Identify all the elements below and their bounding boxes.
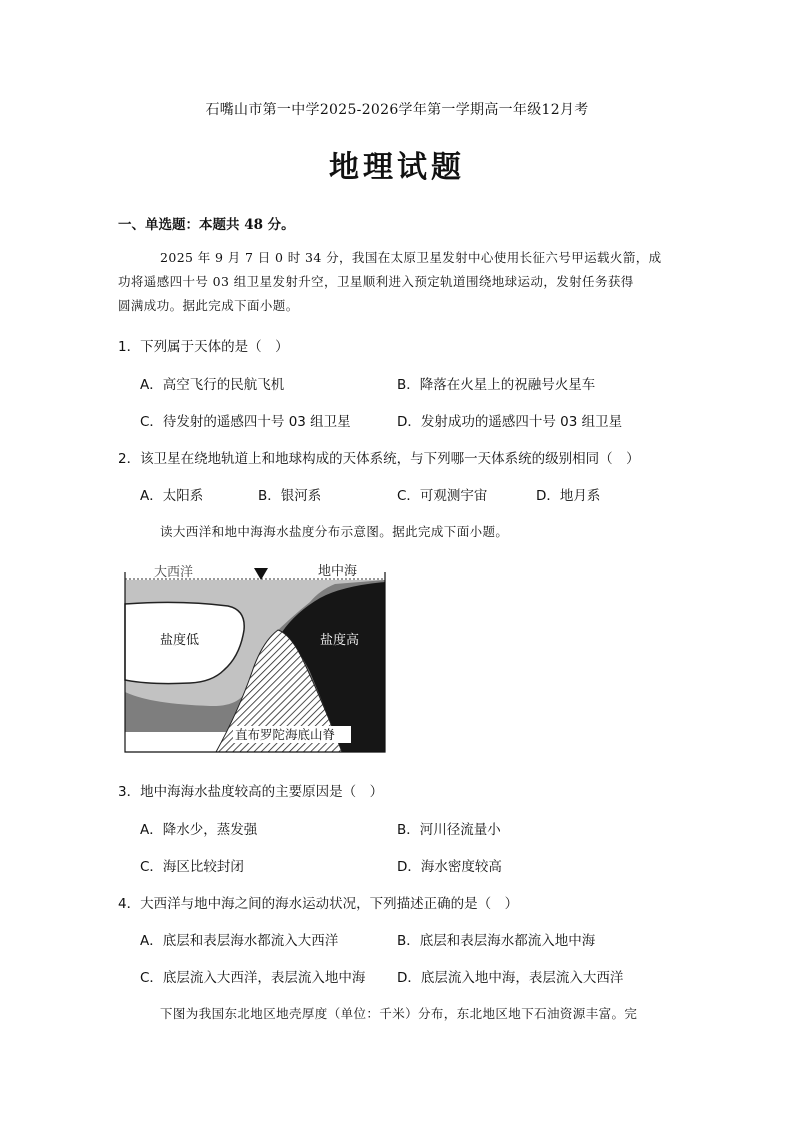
section-heading: 一、单选题：本题共 48 分。 bbox=[118, 217, 295, 233]
next-figure-lead-text: 下图为我国东北地区地壳厚度（单位：千米）分布，东北地区地下石油资源丰富。完 bbox=[160, 1006, 638, 1021]
question-1-option-d[interactable]: D．发射成功的遥感四十号 03 组卫星 bbox=[397, 414, 623, 430]
question-3-option-c[interactable]: C．海区比较封闭 bbox=[140, 859, 244, 875]
intro-line: 圆满成功。据此完成下面小题。 bbox=[118, 298, 299, 313]
figure-lead-text: 读大西洋和地中海海水盐度分布示意图。据此完成下面小题。 bbox=[160, 524, 509, 539]
label-gibraltar-ridge: 直布罗陀海底山脊 bbox=[235, 727, 336, 742]
page-title: 地理试题 bbox=[329, 150, 465, 185]
intro-paragraph bbox=[118, 246, 678, 318]
question-2-option-a[interactable]: A．太阳系 bbox=[140, 488, 204, 504]
label-mediterranean: 地中海 bbox=[318, 564, 358, 579]
question-3-option-b[interactable]: B．河川径流量小 bbox=[397, 822, 501, 838]
label-atlantic: 大西洋 bbox=[154, 565, 194, 580]
question-3-option-a[interactable]: A．降水少，蒸发强 bbox=[140, 822, 258, 838]
question-4-option-c[interactable]: C．底层流入大西洋，表层流入地中海 bbox=[140, 970, 366, 986]
label-low-salinity: 盐度低 bbox=[160, 633, 200, 648]
question-2-option-d[interactable]: D．地月系 bbox=[536, 488, 601, 504]
bottom-low-salinity-strip bbox=[125, 732, 230, 752]
question-4-option-a[interactable]: A．底层和表层海水都流入大西洋 bbox=[140, 933, 339, 949]
question-3-stem: 3．地中海海水盐度较高的主要原因是（ ） bbox=[118, 784, 384, 800]
question-2-option-c[interactable]: C．可观测宇宙 bbox=[397, 488, 488, 504]
question-1-option-a[interactable]: A．高空飞行的民航飞机 bbox=[140, 377, 285, 393]
question-4-stem: 4．大西洋与地中海之间的海水运动状况，下列描述正确的是（ ） bbox=[118, 896, 519, 912]
school-exam-line: 石嘴山市第一中学2025-2026学年第一学期高一年级12月考 bbox=[205, 102, 589, 118]
question-1-option-c[interactable]: C．待发射的遥感四十号 03 组卫星 bbox=[140, 414, 351, 430]
question-2-stem: 2．该卫星在绕地轨道上和地球构成的天体系统，与下列哪一天体系统的级别相同（ ） bbox=[118, 451, 640, 467]
question-4-option-b[interactable]: B．底层和表层海水都流入地中海 bbox=[397, 933, 596, 949]
question-1-stem: 1．下列属于天体的是（ ） bbox=[118, 339, 289, 355]
intro-line: 2025 年 9 月 7 日 0 时 34 分，我国在太原卫星发射中心使用长征六号甲运载火箭，成 bbox=[160, 250, 662, 265]
question-1-option-b[interactable]: B．降落在火星上的祝融号火星车 bbox=[397, 377, 596, 393]
label-high-salinity: 盐度高 bbox=[320, 633, 360, 648]
question-2-option-b[interactable]: B．银河系 bbox=[258, 488, 322, 504]
question-3-option-d[interactable]: D．海水密度较高 bbox=[397, 859, 502, 875]
question-4-option-d[interactable]: D．底层流入地中海，表层流入大西洋 bbox=[397, 970, 624, 986]
salinity-diagram bbox=[120, 560, 392, 756]
intro-line: 功将遥感四十号 03 组卫星发射升空，卫星顺利进入预定轨道围绕地球运动，发射任务获得 bbox=[118, 274, 634, 289]
strait-marker-icon bbox=[254, 568, 268, 580]
